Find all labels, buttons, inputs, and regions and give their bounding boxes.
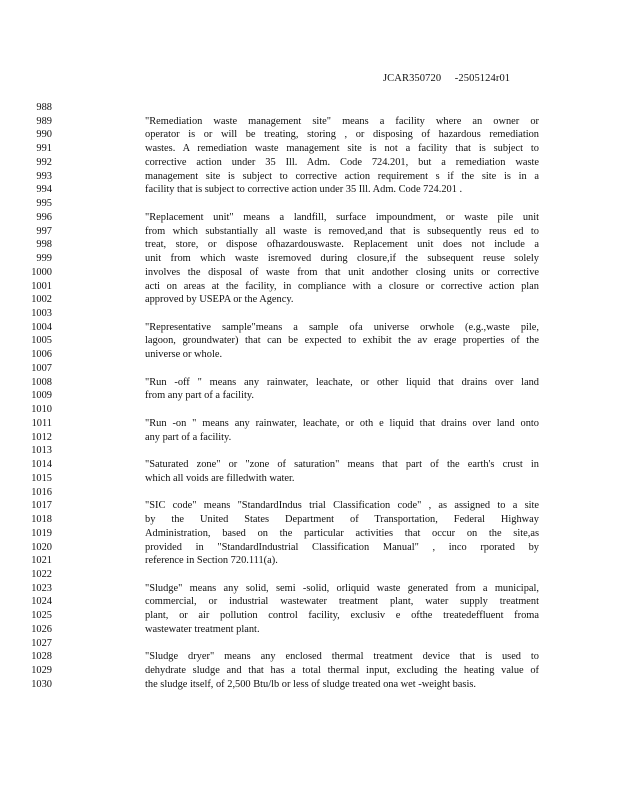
document-line bbox=[0, 307, 618, 321]
document-line bbox=[0, 444, 618, 458]
document-line bbox=[0, 637, 618, 651]
line-number: 1010 bbox=[31, 404, 52, 416]
line-number: 990 bbox=[36, 129, 52, 141]
line-text: corrective action under 35 Ill. Adm. Code 724.201, but a remediation waste bbox=[145, 156, 539, 168]
document-line bbox=[0, 115, 618, 129]
line-number: 996 bbox=[36, 211, 52, 223]
document-line bbox=[0, 280, 618, 294]
line-text: lagoon, groundwater) that can be expected to exhibit the av erage properties of the bbox=[145, 335, 539, 347]
line-number: 998 bbox=[36, 239, 52, 251]
line-text: which all voids are filledwith water. bbox=[145, 472, 295, 484]
line-text: "Sludge dryer" means any enclosed thermal treatment device that is used to bbox=[145, 651, 539, 663]
line-text: "Representative sample"means a sample ofa universe orwhole (e.g.,waste pile, bbox=[145, 321, 539, 333]
line-number: 1009 bbox=[31, 390, 52, 402]
line-number: 1003 bbox=[31, 308, 52, 320]
line-text: wastewater treatment plant. bbox=[145, 623, 260, 635]
document-line bbox=[0, 554, 618, 568]
document-line bbox=[0, 678, 618, 692]
line-number: 995 bbox=[36, 198, 52, 210]
line-text: involves the disposal of waste from that unit andother closing units or corrective bbox=[145, 266, 539, 278]
document-line bbox=[0, 334, 618, 348]
document-line bbox=[0, 293, 618, 307]
document-line bbox=[0, 664, 618, 678]
document-line bbox=[0, 183, 618, 197]
document-line bbox=[0, 211, 618, 225]
document-line bbox=[0, 609, 618, 623]
line-text: wastes. A remediation waste management site is not a facility that is subject to bbox=[145, 143, 539, 155]
line-text: "Run -on " means any rainwater, leachate, or oth e liquid that drains over land onto bbox=[145, 417, 539, 429]
document-line bbox=[0, 376, 618, 390]
line-number: 1022 bbox=[31, 568, 52, 580]
line-number: 1030 bbox=[31, 678, 52, 690]
document-line bbox=[0, 170, 618, 184]
line-number: 999 bbox=[36, 253, 52, 265]
line-number: 1018 bbox=[31, 514, 52, 526]
line-number: 992 bbox=[36, 156, 52, 168]
line-number: 1004 bbox=[31, 321, 52, 333]
line-number: 1007 bbox=[31, 362, 52, 374]
document-line bbox=[0, 623, 618, 637]
line-text: "Saturated zone" or "zone of saturation" means that part of the earth's crust in bbox=[145, 459, 539, 471]
line-number: 1014 bbox=[31, 459, 52, 471]
line-text: provided in "StandardIndustrial Classification Manual" , inco rporated by bbox=[145, 541, 539, 553]
line-number: 997 bbox=[36, 225, 52, 237]
line-number: 1029 bbox=[31, 665, 52, 677]
document-line bbox=[0, 582, 618, 596]
line-number: 1015 bbox=[31, 472, 52, 484]
line-text: Administration, based on the particular activities that occur on the site,as bbox=[145, 527, 539, 539]
line-number: 1026 bbox=[31, 623, 52, 635]
line-number: 1012 bbox=[31, 431, 52, 443]
line-number: 1024 bbox=[31, 596, 52, 608]
line-text: facility that is subject to corrective action under 35 Ill. Adm. Code 724.201 . bbox=[145, 184, 463, 196]
line-number: 1006 bbox=[31, 349, 52, 361]
line-number: 989 bbox=[36, 115, 52, 127]
line-number: 994 bbox=[36, 184, 52, 196]
line-number: 1019 bbox=[31, 527, 52, 539]
line-text: "Run -off " means any rainwater, leachate, or other liquid that drains over land bbox=[145, 376, 539, 388]
document-line bbox=[0, 499, 618, 513]
line-text: treat, store, or dispose ofhazardouswaste. Replacement unit does not include a bbox=[145, 239, 539, 251]
document-line bbox=[0, 431, 618, 445]
line-text: universe or whole. bbox=[145, 349, 223, 361]
line-number: 1008 bbox=[31, 376, 52, 388]
document-line bbox=[0, 128, 618, 142]
document-line bbox=[0, 472, 618, 486]
document-line bbox=[0, 156, 618, 170]
line-number: 1027 bbox=[31, 637, 52, 649]
document-line bbox=[0, 252, 618, 266]
line-text: "Replacement unit" means a landfill, surface impoundment, or waste pile unit bbox=[145, 211, 539, 223]
document-header: JCAR350720 -2505124r01 bbox=[383, 73, 511, 84]
line-text: the sludge itself, of 2,500 Btu/lb or less of sludge treated ona wet -weight basis. bbox=[145, 678, 476, 690]
line-text: "Remediation waste management site" means a facility where an owner or bbox=[145, 115, 539, 127]
document-line bbox=[0, 142, 618, 156]
line-text: commercial, or industrial wastewater treatment plant, water supply treatment bbox=[145, 596, 539, 608]
line-text: reference in Section 720.111(a). bbox=[145, 555, 278, 567]
line-text: unit from which waste isremoved during closure,if the subsequent reuse solely bbox=[145, 253, 539, 265]
document-line bbox=[0, 238, 618, 252]
line-number: 1025 bbox=[31, 610, 52, 622]
document-body bbox=[0, 101, 618, 692]
document-line bbox=[0, 389, 618, 403]
line-number: 1023 bbox=[31, 582, 52, 594]
document-line bbox=[0, 197, 618, 211]
document-line bbox=[0, 527, 618, 541]
line-number: 1011 bbox=[31, 417, 52, 429]
line-text: any part of a facility. bbox=[145, 431, 232, 443]
document-line bbox=[0, 595, 618, 609]
document-line bbox=[0, 266, 618, 280]
document-line bbox=[0, 101, 618, 115]
line-text: management site is subject to corrective action requirement s if the site is in a bbox=[145, 170, 539, 182]
document-line bbox=[0, 321, 618, 335]
line-number: 1000 bbox=[31, 266, 52, 278]
line-text: operator is or will be treating, storing , or disposing of hazardous remediation bbox=[145, 129, 539, 141]
line-text: "Sludge" means any solid, semi -solid, orliquid waste generated from a municipal, bbox=[145, 582, 539, 594]
line-text: from which substantially all waste is removed,and that is subsequently reus ed to bbox=[145, 225, 539, 237]
line-number: 1013 bbox=[31, 445, 52, 457]
line-number: 1021 bbox=[31, 555, 52, 567]
document-line bbox=[0, 362, 618, 376]
line-number: 1001 bbox=[31, 280, 52, 292]
document-line bbox=[0, 568, 618, 582]
line-number: 1020 bbox=[31, 541, 52, 553]
line-text: dehydrate sludge and that has a total thermal input, excluding the heating value of bbox=[145, 665, 539, 677]
document-line bbox=[0, 403, 618, 417]
line-number: 1017 bbox=[31, 500, 52, 512]
document-line bbox=[0, 541, 618, 555]
line-text: plant, or air pollution control facility, exclusiv e ofthe treatedeffluent froma bbox=[145, 610, 539, 622]
line-number: 1005 bbox=[31, 335, 52, 347]
line-text: approved by USEPA or the Agency. bbox=[145, 294, 294, 306]
document-line bbox=[0, 486, 618, 500]
line-number: 991 bbox=[36, 143, 52, 155]
document-line bbox=[0, 650, 618, 664]
document-line bbox=[0, 417, 618, 431]
line-number: 993 bbox=[36, 170, 52, 182]
line-text: "SIC code" means "StandardIndus trial Classification code" , as assigned to a site bbox=[145, 500, 539, 512]
line-number: 1002 bbox=[31, 294, 52, 306]
document-line bbox=[0, 348, 618, 362]
line-number: 1028 bbox=[31, 651, 52, 663]
document-line bbox=[0, 513, 618, 527]
line-text: from any part of a facility. bbox=[145, 390, 254, 402]
document-line bbox=[0, 225, 618, 239]
line-text: acti on areas at the facility, in compliance with a closure or corrective action plan bbox=[145, 280, 539, 292]
line-number: 988 bbox=[36, 102, 52, 113]
document-line bbox=[0, 458, 618, 472]
line-text: by the United States Department of Transportation, Federal Highway bbox=[145, 514, 539, 526]
line-number: 1016 bbox=[31, 486, 52, 498]
